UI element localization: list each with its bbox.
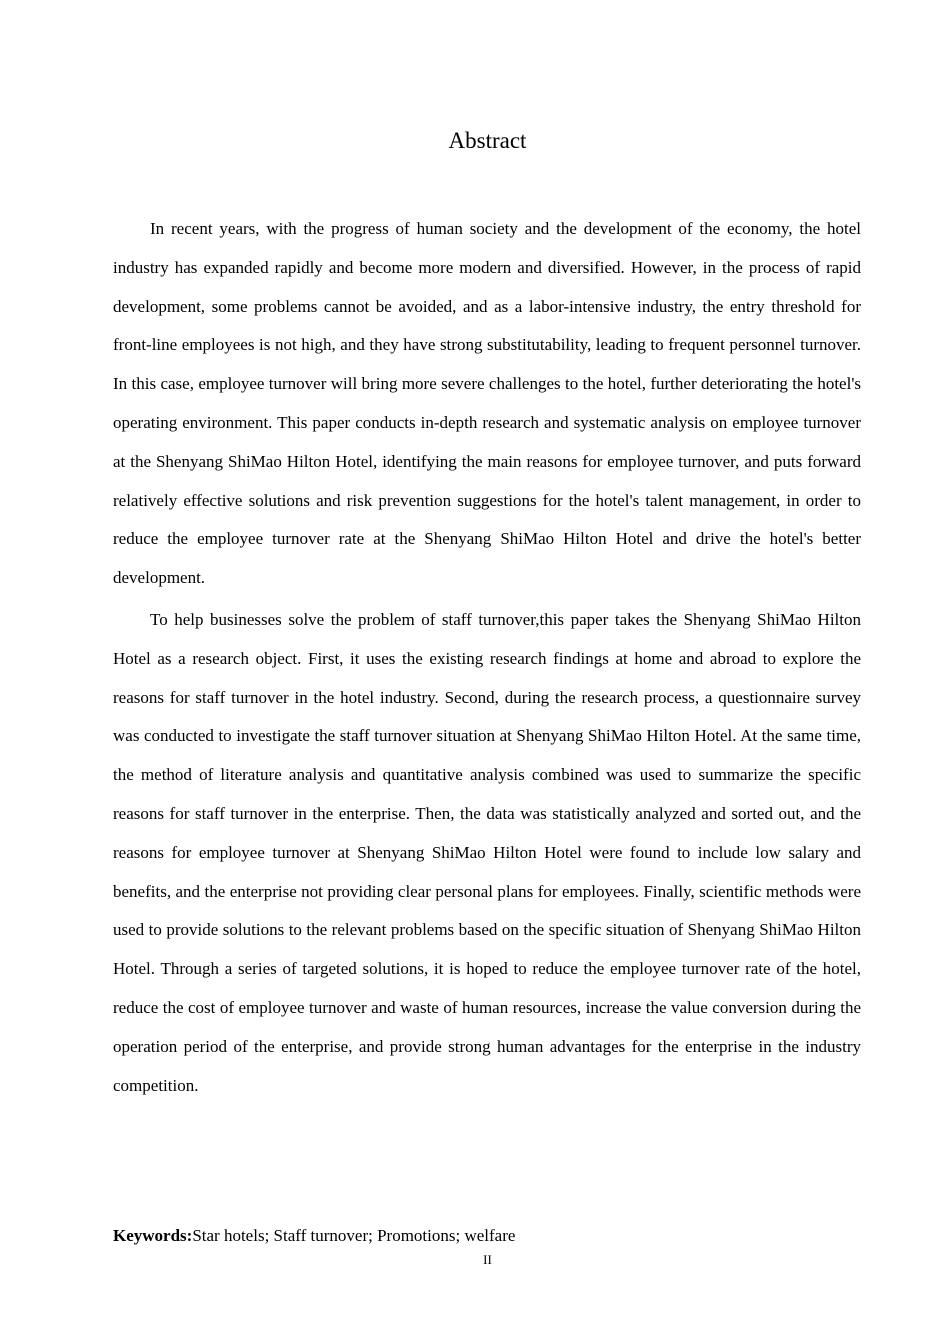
keywords-text: Star hotels; Staff turnover; Promotions; welfare bbox=[192, 1226, 516, 1245]
abstract-body bbox=[113, 210, 861, 1108]
abstract-paragraph-2: To help businesses solve the problem of staff turnover,this paper takes the Shenyang ShiMao Hilton Hotel as a research object. First, it uses the existing research findings at home and abroad to explore the reasons for staff turnover in the hotel industry. Second, during the research process, a questionnaire survey was conducted to investigate the staff turnover situation at Shenyang ShiMao Hilton Hotel. At the same time, the method of literature analysis and quantitative analysis combined was used to summarize the specific reasons for staff turnover in the enterprise. Then, the data was statistically analyzed and sorted out, and the reasons for employee turnover at Shenyang ShiMao Hilton Hotel were found to include low salary and benefits, and the enterprise not providing clear personal plans for employees. Finally, scientific methods were used to provide solutions to the relevant problems based on the specific situation of Shenyang ShiMao Hilton Hotel. Through a series of targeted solutions, it is hoped to reduce the employee turnover rate of the hotel, reduce the cost of employee turnover and waste of human resources, increase the value conversion during the operation period of the enterprise, and provide strong human advantages for the enterprise in the industry competition. bbox=[113, 609, 861, 1095]
page-number: II bbox=[483, 1252, 492, 1267]
abstract-paragraph-1: In recent years, with the progress of human society and the development of the economy, the hotel industry has expanded rapidly and become more modern and diversified. However, in the process of rapid development, some problems cannot be avoided, and as a labor-intensive industry, the entry threshold for front-line employees is not high, and they have strong substitutability, leading to frequent personnel turnover. In this case, employee turnover will bring more severe challenges to the hotel, further deteriorating the hotel's operating environment. This paper conducts in-depth research and systematic analysis on employee turnover at the Shenyang ShiMao Hilton Hotel, identifying the main reasons for employee turnover, and puts forward relatively effective solutions and risk prevention suggestions for the hotel's talent management, in order to reduce the employee turnover rate at the Shenyang ShiMao Hilton Hotel and drive the hotel's better development. bbox=[113, 219, 861, 588]
keywords-line bbox=[113, 1222, 861, 1250]
keywords-label: Keywords: bbox=[113, 1226, 193, 1245]
abstract-title: Abstract bbox=[448, 128, 527, 153]
